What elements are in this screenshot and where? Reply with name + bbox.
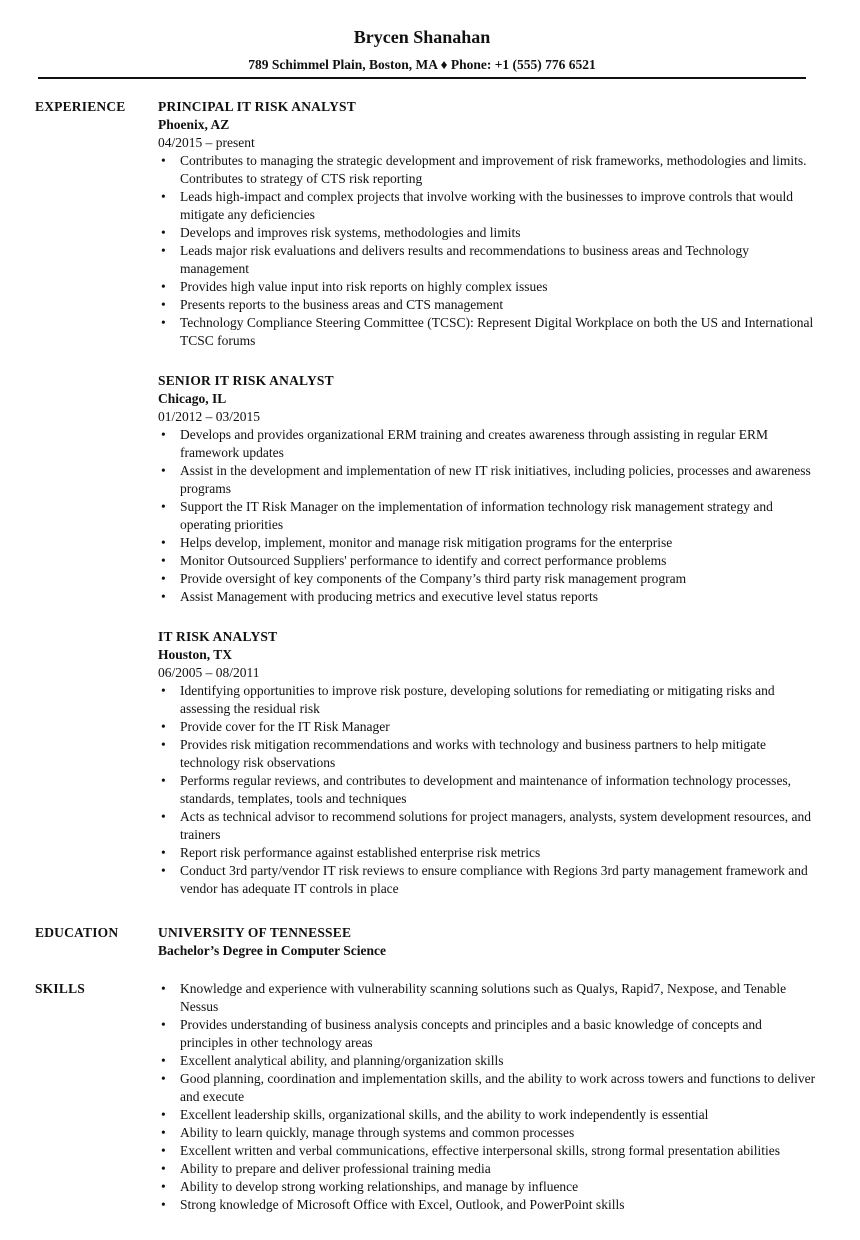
school-name: UNIVERSITY OF TENNESSEE xyxy=(158,925,352,940)
list-item: • Good planning, coordination and implementation skills, and the ability to work across towers and functions to deliver and execute xyxy=(158,1070,818,1106)
job-bullets xyxy=(158,426,818,606)
list-item: • Identifying opportunities to improve risk posture, developing solutions for remediating or mitigating risks and assessing the residual risk xyxy=(158,682,818,718)
list-item: • Provide oversight of key components of the Company’s third party risk management program xyxy=(158,570,818,588)
resume-header xyxy=(38,26,806,73)
list-item: • Knowledge and experience with vulnerability scanning solutions such as Qualys, Rapid7, Nexpose, and Tenable Nessus xyxy=(158,980,818,1016)
job-location: Phoenix, AZ xyxy=(158,117,230,132)
list-item: • Strong knowledge of Microsoft Office with Excel, Outlook, and PowerPoint skills xyxy=(158,1196,818,1214)
list-item: • Ability to prepare and deliver professional training media xyxy=(158,1160,818,1178)
list-item: • Acts as technical advisor to recommend solutions for project managers, analysts, system development resources, and trainers xyxy=(158,808,818,844)
job-dates: 01/2012 – 03/2015 xyxy=(158,409,261,424)
job-dates: 04/2015 – present xyxy=(158,135,255,150)
candidate-name: Brycen Shanahan xyxy=(353,27,491,47)
job-location: Houston, TX xyxy=(158,647,233,662)
job-entry xyxy=(158,98,818,350)
skills-list xyxy=(158,980,818,1214)
list-item: • Assist Management with producing metrics and executive level status reports xyxy=(158,588,818,606)
list-item: • Provides risk mitigation recommendations and works with technology and business partners to help mitigate technology risk observations xyxy=(158,736,818,772)
job-bullets xyxy=(158,152,818,350)
list-item: • Provide cover for the IT Risk Manager xyxy=(158,718,818,736)
list-item: • Monitor Outsourced Suppliers' performance to identify and correct performance problems xyxy=(158,552,818,570)
list-item: • Develops and improves risk systems, methodologies and limits xyxy=(158,224,818,242)
list-item: • Performs regular reviews, and contributes to development and maintenance of information technology processes, standards, templates, tools and techniques xyxy=(158,772,818,808)
job-title: IT RISK ANALYST xyxy=(158,629,278,644)
job-title: PRINCIPAL IT RISK ANALYST xyxy=(158,99,356,114)
skills-label: SKILLS xyxy=(35,981,85,996)
list-item: • Excellent leadership skills, organizational skills, and the ability to work independently is essential xyxy=(158,1106,818,1124)
degree: Bachelor’s Degree in Computer Science xyxy=(158,943,386,958)
skills-entry xyxy=(158,980,818,1214)
education-entry xyxy=(158,924,818,960)
list-item: • Leads major risk evaluations and delivers results and recommendations to business areas and Technology management xyxy=(158,242,818,278)
experience-label: EXPERIENCE xyxy=(35,99,126,114)
job-dates: 06/2005 – 08/2011 xyxy=(158,665,260,680)
list-item: • Assist in the development and implementation of new IT risk initiatives, including policies, processes and awareness programs xyxy=(158,462,818,498)
list-item: • Presents reports to the business areas and CTS management xyxy=(158,296,818,314)
list-item: • Develops and provides organizational ERM training and creates awareness through assisting in regular ERM framework updates xyxy=(158,426,818,462)
list-item: • Contributes to managing the strategic development and improvement of risk frameworks, methodologies and limits. Contributes to strategy of CTS risk reporting xyxy=(158,152,818,188)
list-item: • Leads high-impact and complex projects that involve working with the businesses to improve controls that would mitigate any deficiencies xyxy=(158,188,818,224)
list-item: • Technology Compliance Steering Committee (TCSC): Represent Digital Workplace on both the US and International TCSC forums xyxy=(158,314,818,350)
list-item: • Conduct 3rd party/vendor IT risk reviews to ensure compliance with Regions 3rd party management framework and vendor has adequate IT controls in place xyxy=(158,862,818,898)
education-label: EDUCATION xyxy=(35,925,119,940)
list-item: • Helps develop, implement, monitor and manage risk mitigation programs for the enterprise xyxy=(158,534,818,552)
header-divider xyxy=(38,77,806,79)
job-entry xyxy=(158,628,818,898)
list-item: • Provides understanding of business analysis concepts and principles and a basic knowledge of concepts and principles in other technology areas xyxy=(158,1016,818,1052)
list-item: • Report risk performance against established enterprise risk metrics xyxy=(158,844,818,862)
contact-line: 789 Schimmel Plain, Boston, MA ♦ Phone: +1 (555) 776 6521 xyxy=(248,57,596,72)
job-bullets xyxy=(158,682,818,898)
list-item: • Ability to develop strong working relationships, and manage by influence xyxy=(158,1178,818,1196)
list-item: • Support the IT Risk Manager on the implementation of information technology risk management strategy and operating priorities xyxy=(158,498,818,534)
list-item: • Ability to learn quickly, manage through systems and common processes xyxy=(158,1124,818,1142)
list-item: • Excellent analytical ability, and planning/organization skills xyxy=(158,1052,818,1070)
job-title: SENIOR IT RISK ANALYST xyxy=(158,373,334,388)
list-item: • Excellent written and verbal communications, effective interpersonal skills, strong formal presentation abilities xyxy=(158,1142,818,1160)
job-location: Chicago, IL xyxy=(158,391,227,406)
list-item: • Provides high value input into risk reports on highly complex issues xyxy=(158,278,818,296)
job-entry xyxy=(158,372,818,606)
